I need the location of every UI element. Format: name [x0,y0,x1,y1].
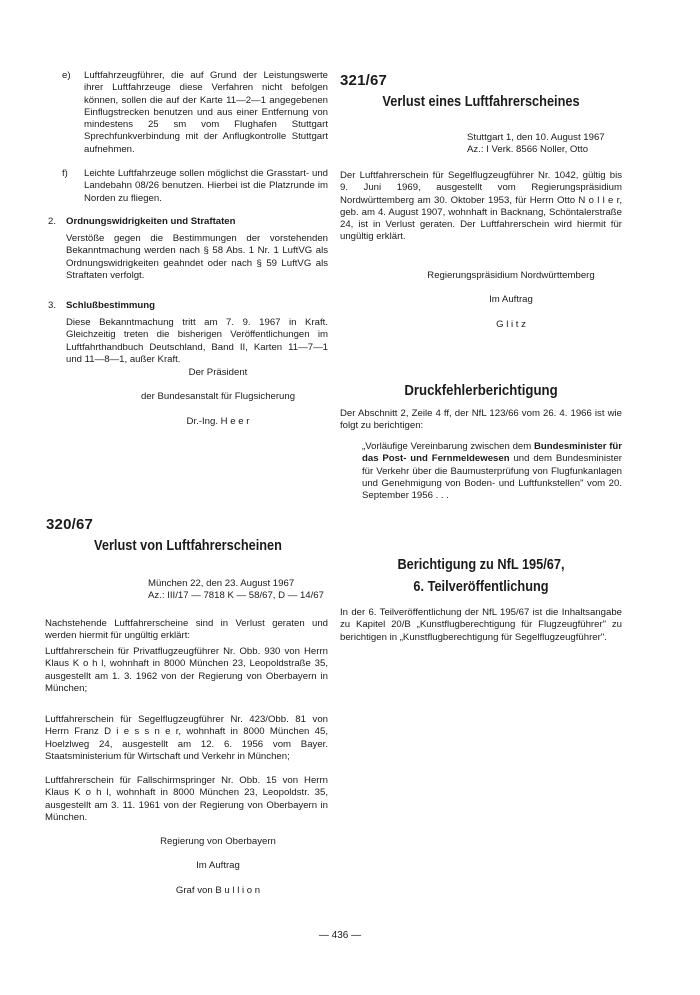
signature-name: G l i t z [496,318,526,330]
signature-org: Regierung von Oberbayern [160,836,276,847]
page-number: — 436 — [318,930,362,941]
signature-block [108,367,328,428]
list-item-e [48,70,328,160]
notice-title: Verlust eines Luftfahrerscheines [382,94,580,110]
correction-text: In der 6. Teilveröffentlichung der NfL 195/67 ist die Inhaltsangabe zu Kapitel 20/B „Kunstflugberechtigung für Flugzeugführer" zu berichtigen in „Kunstflugberechtigung für Segelflugzeugführer". [340,607,622,643]
signature-name: Dr.-Ing. H e e r [186,415,250,427]
list-item-f [48,168,328,208]
signature-auftrag: Im Auftrag [489,294,533,306]
signature-auftrag: Im Auftrag [196,860,240,872]
section-number: 3. [48,300,57,311]
quote-emphasis: Bundesminister für das Post- und Fernmeldewesen [362,441,622,465]
quote-start: „Vorläufige Vereinbarung zwischen dem [362,441,534,452]
section-text: Diese Bekanntmachung tritt am 7. 9. 1967 in Kraft. Gleichzeitig treten die bisherigen Veröffentlichungen im Luftfahrthandbuch Deutschland, Band II, Karten 11—7—1 und 11—8—1, außer Kraft. [66,317,328,365]
quote-end: und dem Bundesminister für Verkehr über die Baumusterprüfung von Flugfunkanlagen und Genehmigung von Boden- und Luftfunkstellen" vom 20. September 1956 . . . [362,453,622,502]
correction-title: Berichtigung zu NfL 195/67, [397,557,565,573]
errata-title: Druckfehlerberichtigung [404,382,558,399]
section-title: Schlußbestimmung [66,300,156,311]
notice-date: Stuttgart 1, den 10. August 1967 [467,132,605,143]
errata-text: Der Abschnitt 2, Zeile 4 ff, der NfL 123/66 vom 26. 4. 1966 ist wie folgt zu berichtigen: [340,408,622,432]
license-entry: Luftfahrerschein für Fallschirmspringer Nr. Obb. 15 von Herrn Klaus K o h l, wohnhaft in 8000 München 23, Leopoldstr. 35, ausgestellt am 3. 11. 1961 von der Regierung von Oberbayern in München. [45,775,328,823]
notice-number: 320/67 [46,516,94,533]
signature-block [400,270,622,331]
signature-title: Der Präsident [188,367,248,378]
section-title: Ordnungswidrigkeiten und Straftaten [66,216,236,227]
item-text: Leichte Luftfahrzeuge sollen möglichst die Grasstart- und Landebahn 08/26 benutzen. Hierbei ist die Platzrunde im Norden zu fliegen. [84,168,328,204]
notice-number: 321/67 [340,72,388,89]
notice-date: München 22, den 23. August 1967 [148,578,295,589]
signature-block [108,836,328,897]
errata-quote [362,441,622,502]
item-label: e) [62,70,71,81]
notice-title: Verlust von Luftfahrerscheinen [94,538,282,554]
signature-org: der Bundesanstalt für Flugsicherung [140,391,296,403]
signature-org: Regierungspräsidium Nordwürttemberg [427,270,595,281]
section-number: 2. [48,216,57,227]
notice-intro: Nachstehende Luftfahrerscheine sind in Verlust geraten und werden hiermit für ungültig erklärt: [45,618,328,642]
signature-name: Graf von B u l l i o n [175,884,261,896]
notice-text: Der Luftfahrerschein für Segelflugzeugführer Nr. 1042, gültig bis 9. Juni 1969, ausgestellt vom Regierungspräsidium Nordwürttemberg am 30. Oktober 1953, für Herrn Otto N o l l e r, geb. am 4. August 1907, wohnhaft in Backnang, Schöntalerstraße 24, ist in Verlust geraten. Der Luftfahrerschein wird hiermit für ungültig erklärt. [340,170,622,243]
item-text: Luftfahrzeugführer, die auf Grund der Leistungswerte ihrer Luftfahrzeuge diese Verfahren nicht befolgen können, sollen die auf der Karte 11—2—1 angegebenen Einflugstrecken benutzen und aus einer Entfernung von mindestens 25 sm vom Flughafen Stuttgart Sprechfunkverbindung mit der Anflugkontrolle Stuttgart aufnehmen. [84,70,328,155]
license-entry: Luftfahrerschein für Segelflugzeugführer Nr. 423/Obb. 81 von Herrn Franz D i e s s n e r, wohnhaft in 8000 München 45, Hoelzlweg 24, ausgestellt am 12. 6. 1956 vom Bayer. Staatsministerium für Wirtschaft und Verkehr in München; [45,714,328,762]
item-label: f) [62,168,68,179]
notice-reference: Az.: I Verk. 8566 Noller, Otto [467,144,589,155]
correction-subtitle: 6. Teilveröffentlichung [413,579,549,595]
notice-reference: Az.: III/17 — 7818 K — 58/67, D — 14/67 [148,590,324,601]
license-entry: Luftfahrerschein für Privatflugzeugführer Nr. Obb. 930 von Herrn Klaus K o h l, wohnhaft in 8000 München 23, Leopoldstraße 35, ausgestellt am 1. 3. 1962 von der Regierung von Oberbayern in München; [45,646,328,694]
section-text: Verstöße gegen die Bestimmungen der vorstehenden Bekanntmachung werden nach § 58 Abs. 1 Nr. 1 LuftVG als Ordnungswidrigkeiten geahndet oder nach § 59 LuftVG als Straftaten verfolgt. [66,233,328,281]
